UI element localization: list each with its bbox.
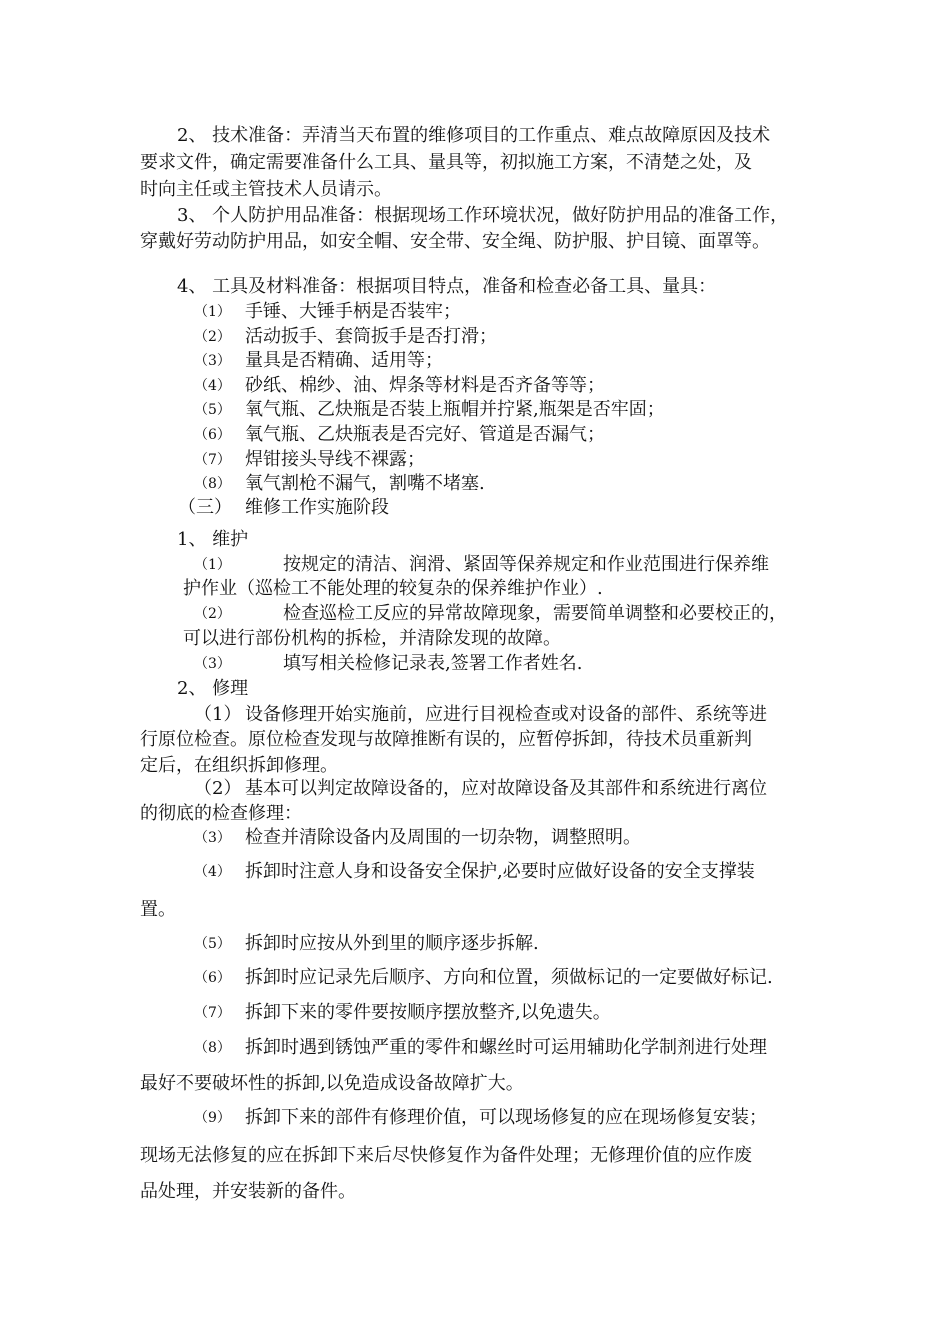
repair-item-cont: 置。 xyxy=(140,899,176,920)
maintenance-item-cont: 护作业（巡检工不能处理的较复杂的保养维护作业）. xyxy=(183,578,603,599)
item-number: （3） xyxy=(194,830,231,846)
repair-item-cont: 的彻底的检查修理： xyxy=(140,803,302,824)
item-number: （8） xyxy=(194,1040,231,1056)
ppe-prep-line-2: 穿戴好劳动防护用品，如安全帽、安全带、安全绳、防护服、护目镜、面罩等。 xyxy=(140,231,770,252)
item-text: 拆卸时遇到锈蚀严重的零件和螺丝时可运用辅助化学制剂进行处理 xyxy=(245,1037,767,1058)
item-number: （2） xyxy=(194,606,231,622)
item-number: （4） xyxy=(194,378,231,394)
section-title: 维修工作实施阶段 xyxy=(245,497,389,518)
item-number: （1） xyxy=(194,557,231,573)
repair-item-cont: 品处理，并安装新的备件。 xyxy=(140,1181,356,1202)
item-number: （3） xyxy=(194,656,231,672)
item-text: 检查巡检工反应的异常故障现象，需要简单调整和必要校正的， xyxy=(283,603,787,624)
item-text: 拆卸下来的零件要按顺序摆放整齐,以免遗失。 xyxy=(245,1002,611,1023)
item-text: 基本可以判定故障设备的，应对故障设备及其部件和系统进行离位 xyxy=(245,778,767,799)
item-number: （7） xyxy=(194,452,231,468)
maintenance-heading: 1、 维护 xyxy=(177,529,249,550)
item-number: （6） xyxy=(194,970,231,986)
item-number: （1） xyxy=(194,304,231,320)
item-number: （5） xyxy=(194,936,231,952)
item-text: 检查并清除设备内及周围的一切杂物，调整照明。 xyxy=(245,827,641,848)
tech-prep-line-3: 时向主任或主管技术人员请示。 xyxy=(140,179,392,200)
item-number: （8） xyxy=(194,476,231,492)
item-text: 砂纸、棉纱、油、焊条等材料是否齐备等等； xyxy=(245,375,605,396)
item-number: （6） xyxy=(194,427,231,443)
item-number: （7） xyxy=(194,1005,231,1021)
repair-item-cont: 行原位检查。原位检查发现与故障推断有误的，应暂停拆卸，待技术员重新判 xyxy=(140,729,752,750)
ppe-prep-line-1: 3、 个人防护用品准备：根据现场工作环境状况，做好防护用品的准备工作， xyxy=(177,205,789,226)
item-text: 填写相关检修记录表,签署工作者姓名. xyxy=(283,653,583,674)
item-text: 活动扳手、套筒扳手是否打滑； xyxy=(245,326,497,347)
repair-item-cont: 现场无法修复的应在拆卸下来后尽快修复作为备件处理；无修理价值的应作废 xyxy=(140,1145,752,1166)
item-text: 拆卸时应记录先后顺序、方向和位置，须做标记的一定要做好标记. xyxy=(245,967,773,988)
item-number: （5） xyxy=(194,402,231,418)
repair-item-cont: 最好不要破坏性的拆卸,以免造成设备故障扩大。 xyxy=(140,1073,524,1094)
item-text: 氧气瓶、乙炔瓶是否装上瓶帽并拧紧,瓶架是否牢固； xyxy=(245,399,665,420)
item-number: （2） xyxy=(194,329,231,345)
item-text: 手锤、大锤手柄是否装牢； xyxy=(245,301,461,322)
item-text: 按规定的清洁、润滑、紧固等保养规定和作业范围进行保养维 xyxy=(283,554,769,575)
tech-prep-line-1: 2、 技术准备：弄清当天布置的维修项目的工作重点、难点故障原因及技术 xyxy=(177,125,771,146)
item-text: 拆卸时注意人身和设备安全保护,必要时应做好设备的安全支撑装 xyxy=(245,861,755,882)
section-number: （三） xyxy=(178,497,232,518)
item-number: （3） xyxy=(194,353,231,369)
item-number: （1） xyxy=(194,704,242,725)
tools-prep-heading: 4、 工具及材料准备：根据项目特点，准备和检查必备工具、量具： xyxy=(177,276,717,297)
tech-prep-line-2: 要求文件，确定需要准备什么工具、量具等，初拟施工方案，不清楚之处，及 xyxy=(140,152,752,173)
item-text: 氧气割枪不漏气，割嘴不堵塞. xyxy=(245,473,485,494)
item-text: 拆卸下来的部件有修理价值，可以现场修复的应在现场修复安装； xyxy=(245,1107,767,1128)
item-text: 拆卸时应按从外到里的顺序逐步拆解. xyxy=(245,933,539,954)
repair-heading: 2、 修理 xyxy=(177,678,249,699)
maintenance-item-cont: 可以进行部份机构的拆检，并清除发现的故障。 xyxy=(183,628,561,649)
item-number: （9） xyxy=(194,1110,231,1126)
item-number: （4） xyxy=(194,864,231,880)
item-text: 氧气瓶、乙炔瓶表是否完好、管道是否漏气； xyxy=(245,424,605,445)
item-text: 焊钳接头导线不裸露； xyxy=(245,449,425,470)
repair-item-cont: 定后，在组织拆卸修理。 xyxy=(140,755,338,776)
item-text: 量具是否精确、适用等； xyxy=(245,350,443,371)
item-text: 设备修理开始实施前，应进行目视检查或对设备的部件、系统等进 xyxy=(245,704,767,725)
item-number: （2） xyxy=(194,778,242,799)
